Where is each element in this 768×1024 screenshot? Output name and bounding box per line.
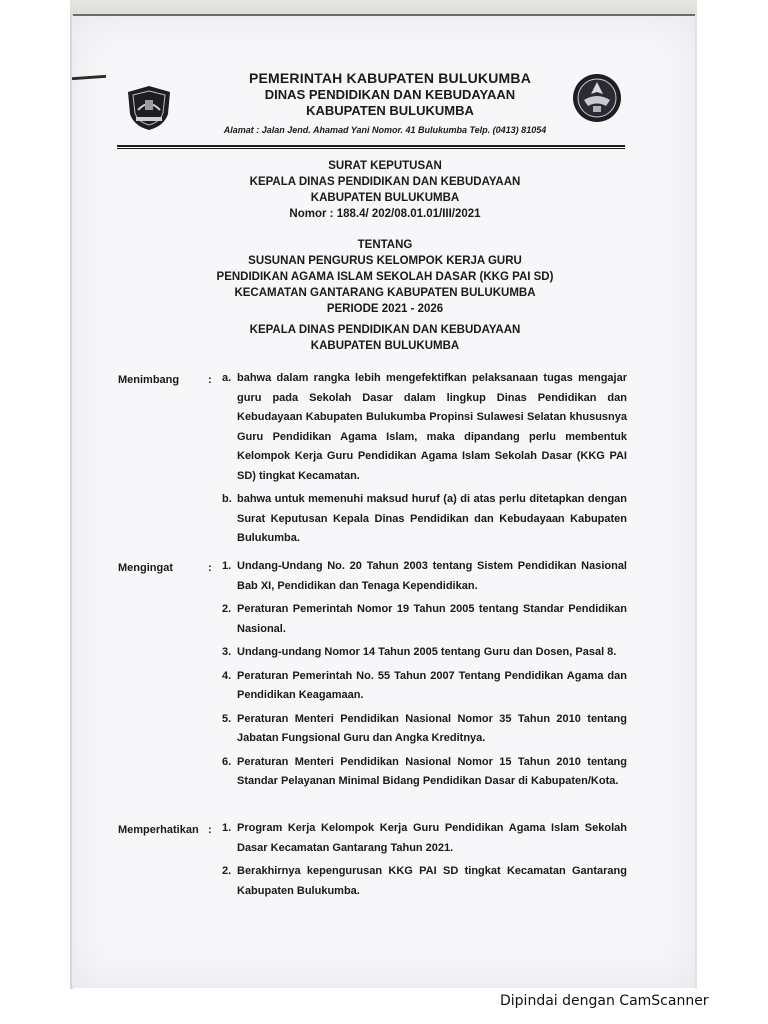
list-item <box>222 643 627 663</box>
subject-line-2: PENDIDIKAN AGAMA ISLAM SEKOLAH DASAR (KKG PAI SD) <box>216 271 554 283</box>
item-marker: 1. <box>222 560 232 572</box>
camscanner-watermark: Dipindai dengan CamScanner <box>500 993 709 1009</box>
item-text: bahwa untuk memenuhi maksud huruf (a) di atas perlu ditetapkan dengan Surat Keputusan Kepala Dinas Pendidikan dan Kebudayaan Kabupaten Bulukumba. <box>237 493 627 544</box>
subject-period: PERIODE 2021 - 2026 <box>326 303 444 315</box>
mengingat-list <box>222 557 627 796</box>
item-marker: 5. <box>222 712 232 725</box>
decree-issuer-line: KEPALA DINAS PENDIDIKAN DAN KEBUDAYAAN <box>249 176 521 188</box>
section-colon: : <box>208 824 212 836</box>
item-marker: 4. <box>222 669 232 682</box>
subject-line-1: SUSUNAN PENGURUS KELOMPOK KERJA GURU <box>248 255 522 267</box>
list-item <box>222 819 627 858</box>
menimbang-list <box>222 369 627 553</box>
letterhead-line-3: KABUPATEN BULUKUMBA <box>306 103 474 118</box>
list-item <box>222 753 627 792</box>
list-item <box>222 862 627 901</box>
memperhatikan-list <box>222 819 627 905</box>
header-rule-thin <box>117 148 625 149</box>
paper-edge-right <box>695 14 697 989</box>
item-text: Peraturan Menteri Pendidikan Nasional Nomor 35 Tahun 2010 tentang Jabatan Fungsional Guru dan Angka Kreditnya. <box>237 712 627 744</box>
decree-region-line: KABUPATEN BULUKUMBA <box>310 192 460 204</box>
list-item <box>222 600 627 639</box>
item-marker: a. <box>222 372 232 384</box>
list-item <box>222 710 627 749</box>
section-label-menimbang: Menimbang <box>118 374 180 386</box>
section-colon: : <box>208 374 212 386</box>
letterhead-line-2: DINAS PENDIDIKAN DAN KEBUDAYAAN <box>264 87 516 102</box>
letterhead <box>180 70 600 118</box>
list-item <box>222 369 627 486</box>
letterhead-line-1: PEMERINTAH KABUPATEN BULUKUMBA <box>248 70 532 86</box>
item-text: Undang-Undang No. 20 Tahun 2003 tentang Sistem Pendidikan Nasional Bab XI, Pendidikan dan Tenaga Kependidikan. <box>237 560 627 592</box>
item-marker: 3. <box>222 646 232 658</box>
item-marker: 2. <box>222 865 232 877</box>
issuer-line-1: KEPALA DINAS PENDIDIKAN DAN KEBUDAYAAN <box>249 324 521 336</box>
item-text: Berakhirnya kepengurusan KKG PAI SD tingkat Kecamatan Gantarang Kabupaten Bulukumba. <box>237 865 627 897</box>
section-label-mengingat: Mengingat <box>118 562 173 574</box>
regency-crest-logo <box>124 84 174 132</box>
subject-heading: TENTANG <box>357 239 413 251</box>
header-rule-thick <box>117 145 625 147</box>
section-colon: : <box>208 562 212 574</box>
item-marker: b. <box>222 493 232 505</box>
decree-title-block <box>160 158 610 222</box>
subject-line-3: KECAMATAN GANTARANG KABUPATEN BULUKUMBA <box>234 287 536 299</box>
item-text: Peraturan Pemerintah Nomor 19 Tahun 2005 tentang Standar Pendidikan Nasional. <box>237 603 627 635</box>
item-text: bahwa dalam rangka lebih mengefektifkan pelaksanaan tugas mengajar guru pada Sekolah Dasar dalam lingkup Dinas Pendidikan dan Kebudayaan Kabupaten Bulukumba Propinsi Sulawesi Selatan khususnya Guru Pendidikan Agama Islam, maka dipandang perlu membentuk Kelompok Kerja Guru Pendidikan Agama Islam Sekolah Dasar (KKG PAI SD) tingkat Kecamatan. <box>237 372 627 482</box>
section-label-memperhatikan: Memperhatikan <box>118 824 199 836</box>
decree-title: SURAT KEPUTUSAN <box>328 160 442 172</box>
letterhead-address: Alamat : Jalan Jend. Ahamad Yani Nomor. 41 Bulukumba Telp. (0413) 81054 <box>223 125 547 135</box>
list-item <box>222 667 627 706</box>
subject-block <box>160 237 610 317</box>
decree-number: Nomor : 188.4/ 202/08.01.01/III/2021 <box>289 208 481 220</box>
issuer-line-2: KABUPATEN BULUKUMBA <box>310 340 460 352</box>
item-marker: 2. <box>222 603 232 615</box>
item-text: Peraturan Pemerintah No. 55 Tahun 2007 Tentang Pendidikan Agama dan Pendidikan Keagamaan. <box>237 669 627 701</box>
item-text: Peraturan Menteri Pendidikan Nasional Nomor 15 Tahun 2010 tentang Standar Pelayanan Minimal Bidang Pendidikan Dasar di Kabupaten/Kota. <box>237 755 627 787</box>
item-marker: 6. <box>222 755 232 768</box>
item-marker: 1. <box>222 822 232 834</box>
item-text: Undang-undang Nomor 14 Tahun 2005 tentang Guru dan Dosen, Pasal 8. <box>237 646 617 658</box>
item-text: Program Kerja Kelompok Kerja Guru Pendidikan Agama Islam Sekolah Dasar Kecamatan Gantarang Tahun 2021. <box>237 822 627 854</box>
list-item <box>222 490 627 549</box>
issuer-block <box>160 322 610 354</box>
scanner-top-edge <box>70 0 697 16</box>
list-item <box>222 557 627 596</box>
